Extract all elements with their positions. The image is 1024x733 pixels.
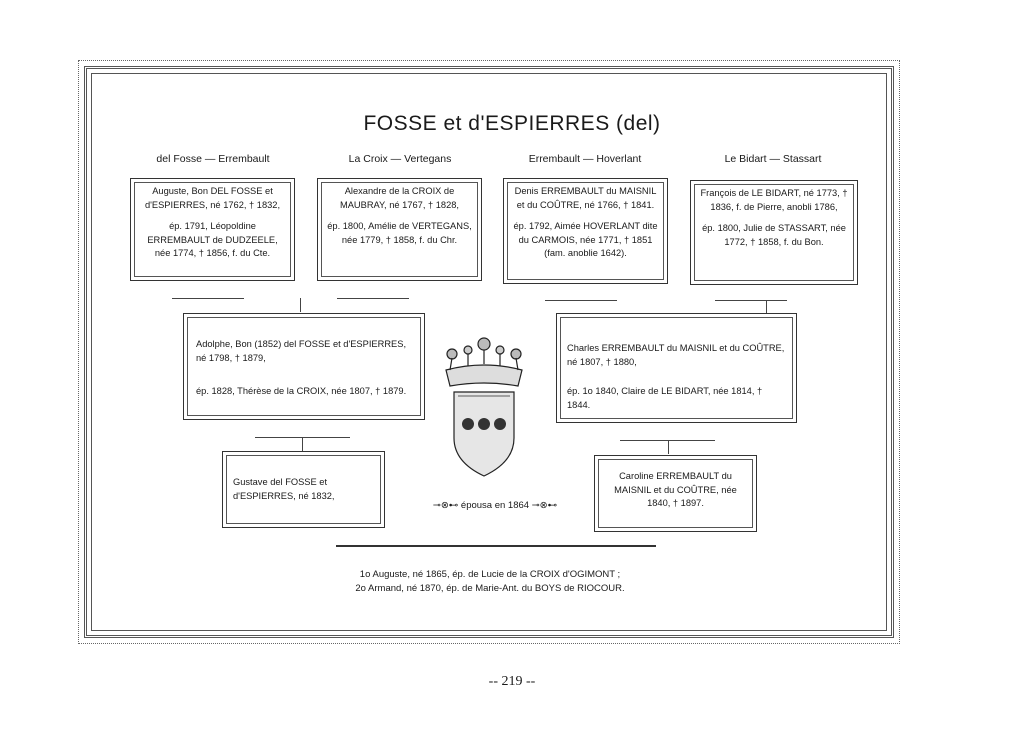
connector <box>300 298 301 312</box>
connector <box>302 437 303 451</box>
person-box-denis: Denis ERREMBAULT du MAISNIL et du COÛTRE, né 1766, † 1841. ép. 1792, Aimée HOVERLANT dite du CARMOIS, née 1771, † 1851 (fam. anoblie 1642). <box>503 178 668 284</box>
children-list <box>300 568 680 596</box>
person-box-charles: Charles ERREMBAULT du MAISNIL et du COÛTRE, né 1807, † 1880, ép. 1o 1840, Claire de LE BIDART, née 1814, † 1844. <box>556 313 797 423</box>
married-label: ⊸⊗⊷ épousa en 1864 ⊸⊗⊷ <box>432 500 558 511</box>
person-box-alexandre: Alexandre de la CROIX de MAUBRAY, né 1767, † 1828, ép. 1800, Amélie de VERTEGANS, née 1779, † 1858, f. du Chr. <box>317 178 482 281</box>
page-title: FOSSE et d'ESPIERRES (del) <box>363 112 661 135</box>
child-1: 1o Auguste, né 1865, ép. de Lucie de la CROIX d'OGIMONT ; <box>359 569 621 580</box>
connector <box>172 298 244 299</box>
child-2: 2o Armand, né 1870, ép. de Marie-Ant. du BOYS de RIOCOUR. <box>355 583 625 594</box>
person-box-gustave: Gustave del FOSSE et d'ESPIERRES, né 1832, <box>222 451 385 528</box>
connector <box>766 300 767 314</box>
connector <box>337 298 409 299</box>
coat-of-arms-icon <box>438 330 530 480</box>
column-heading-1: del Fosse — Errembault <box>156 153 270 165</box>
column-heading-2: La Croix — Vertegans <box>348 153 452 165</box>
connector <box>545 300 617 301</box>
connector <box>715 300 787 301</box>
person-box-adolphe: Adolphe, Bon (1852) del FOSSE et d'ESPIERRES, né 1798, † 1879, ép. 1828, Thérèse de la CROIX, née 1807, † 1879. <box>183 313 425 420</box>
person-box-francois: François de LE BIDART, né 1773, † 1836, f. de Pierre, anobli 1786, ép. 1800, Julie de STASSART, née 1772, † 1858, f. du Bon. <box>690 180 858 285</box>
person-box-caroline: Caroline ERREMBAULT du MAISNIL et du COÛTRE, née 1840, † 1897. <box>594 455 757 532</box>
column-heading-3: Errembault — Hoverlant <box>528 153 642 165</box>
connector <box>668 440 669 454</box>
person-box-auguste: Auguste, Bon DEL FOSSE et d'ESPIERRES, né 1762, † 1832, ép. 1791, Léopoldine ERREMBAULT de DUDZEELE, née 1774, † 1856, f. du Cte. <box>130 178 295 281</box>
divider-rule <box>336 545 656 547</box>
page-number: -- 219 -- <box>488 674 536 689</box>
column-heading-4: Le Bidart — Stassart <box>724 153 822 165</box>
